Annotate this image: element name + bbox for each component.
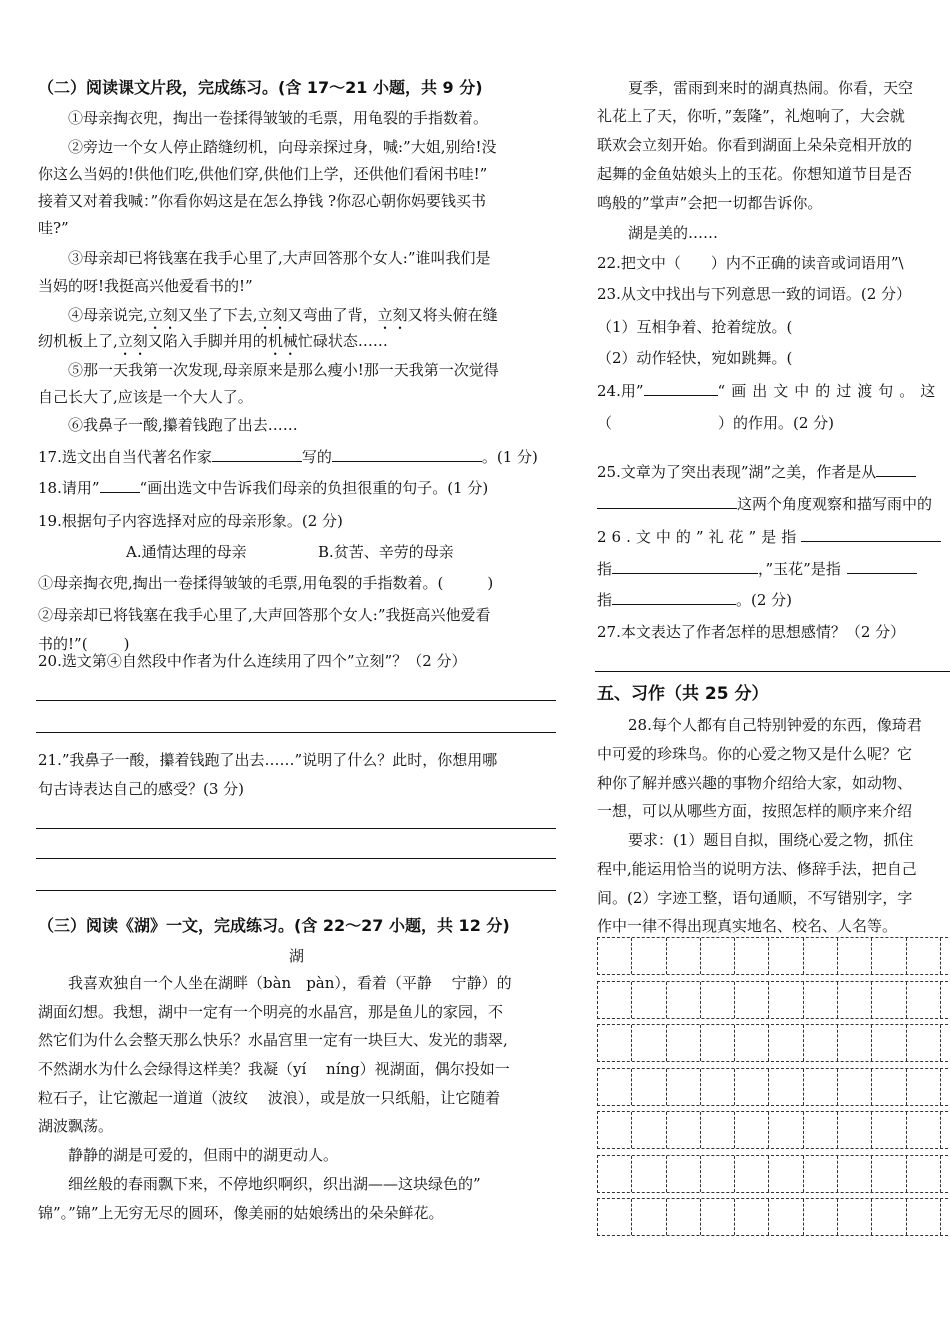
- line-symbol-blank: [644, 381, 718, 396]
- grid-cell[interactable]: [598, 1112, 632, 1148]
- grid-cell[interactable]: [632, 1112, 666, 1148]
- question-19: 19.根据句子内容选择对应的母亲形象。(2 分): [38, 512, 343, 530]
- requirements-line-2: 程中,能运用恰当的说明方法、修辞手法，把自己: [597, 860, 917, 878]
- grid-cell[interactable]: [770, 1156, 804, 1192]
- grid-cell[interactable]: [907, 982, 941, 1018]
- composition-prompt-line-3: 种你了解并感兴趣的事物介绍给大家，如动物、: [597, 774, 913, 792]
- right-paragraph-line-4: 起舞的金鱼姑娘头上的玉花。你想知道节目是否: [597, 165, 913, 183]
- paragraph-1: ①母亲掏衣兜，掏出一卷揉得皱皱的毛票，用龟裂的手指数着。: [68, 109, 489, 127]
- question-23-item-1: （1）互相争着、抢着绽放。(: [597, 318, 793, 336]
- grid-cell[interactable]: [667, 982, 701, 1018]
- emphasis-word: 立刻: [257, 306, 288, 324]
- paragraph-2-line-1: ②旁边一个女人停止踏缝纫机，向母亲探过身，喊:”大姐,别给!没: [68, 138, 497, 156]
- lake-paragraph-3-line-2: 锦”。”锦”上无穷无尽的圆环，像美丽的姑娘绣出的朵朵鲜花。: [38, 1204, 444, 1222]
- grid-cell[interactable]: [701, 938, 735, 974]
- option-a: A.通情达理的母亲: [126, 543, 247, 561]
- line-symbol-blank: [100, 478, 140, 493]
- composition-prompt-line-1: 28.每个人都有自己特别钟爱的东西，像琦君: [628, 716, 922, 734]
- question-26-line-3: 指 。(2 分): [597, 591, 793, 609]
- right-paragraph-line-2: 礼花上了天，你听，”轰隆”，礼炮响了，大会就: [597, 107, 905, 125]
- grid-cell[interactable]: [632, 1025, 666, 1061]
- grid-row: [597, 1024, 950, 1062]
- answer-blank[interactable]: [332, 447, 482, 462]
- grid-cell[interactable]: [941, 982, 950, 1018]
- grid-cell[interactable]: [941, 1069, 950, 1105]
- grid-cell[interactable]: [907, 938, 941, 974]
- lake-paragraph-1-line-5: 粒石子，让它激起一道道（波纹 波浪），或是放一只纸船，让它随着: [38, 1089, 501, 1107]
- grid-cell[interactable]: [735, 982, 769, 1018]
- question-21-line-2: 句古诗表达自己的感受？(3 分): [38, 780, 245, 798]
- grid-cell[interactable]: [907, 1156, 941, 1192]
- grid-cell[interactable]: [632, 938, 666, 974]
- grid-cell[interactable]: [667, 1069, 701, 1105]
- answer-line[interactable]: [595, 671, 950, 672]
- grid-cell[interactable]: [598, 1156, 632, 1192]
- lake-paragraph-3-line-1: 细丝般的春雨飘下来，不停地织啊织，织出湖——这块绿色的”: [68, 1175, 481, 1193]
- grid-cell[interactable]: [941, 1199, 950, 1235]
- paragraph-4-line-2: 纫机板上了,立刻又陷入手脚并用的机械忙碌状态……: [38, 332, 388, 350]
- question-19-sentence-2-line-1: ②母亲却已将钱塞在我手心里了,大声回答那个女人:”我挺高兴他爱看: [38, 606, 491, 624]
- paragraph-5-line-1: ⑤那一天我第一次发现,母亲原来是那么瘦小!那一天我第一次觉得: [68, 361, 499, 379]
- grid-cell[interactable]: [872, 938, 906, 974]
- grid-cell[interactable]: [838, 1199, 872, 1235]
- section-2-title: （二）阅读课文片段，完成练习。(含 17～21 小题，共 9 分): [38, 78, 483, 97]
- question-21-line-1: 21.”我鼻子一酸，攥着钱跑了出去……”说明了什么？此时，你想用哪: [38, 751, 498, 769]
- grid-row: [597, 1155, 950, 1193]
- requirements-line-3: 间。(2）字迹工整，语句通顺，不写错别字，字: [597, 889, 913, 907]
- grid-cell[interactable]: [941, 1025, 950, 1061]
- question-25-line-2: 这两个角度观察和描写雨中的: [597, 494, 932, 514]
- grid-cell[interactable]: [770, 1199, 804, 1235]
- question-23-item-2: （2）动作轻快，宛如跳舞。(: [597, 349, 793, 367]
- grid-cell[interactable]: [632, 1156, 666, 1192]
- answer-blank[interactable]: [597, 494, 737, 509]
- answer-blank[interactable]: [876, 462, 916, 477]
- question-26-line-2: 指 ，”玉花”是指: [597, 559, 917, 579]
- grid-cell[interactable]: [872, 1069, 906, 1105]
- question-20: 20.选文第④自然段中作者为什么连续用了四个”立刻”？（2 分）: [38, 652, 467, 670]
- emphasis-word: 机械: [267, 332, 298, 350]
- grid-row: [597, 1068, 950, 1106]
- requirements-line-4: 作中一律不得出现真实地名、校名、人名等。: [597, 917, 898, 935]
- paragraph-4-line-1: ④母亲说完,立刻又坐了下去,立刻又弯曲了背，立刻又将头俯在缝: [68, 306, 498, 324]
- grid-cell[interactable]: [701, 1025, 735, 1061]
- article-title: 湖: [289, 947, 305, 965]
- answer-line[interactable]: [36, 890, 556, 891]
- grid-cell[interactable]: [735, 1156, 769, 1192]
- grid-cell[interactable]: [804, 982, 838, 1018]
- grid-cell[interactable]: [667, 1156, 701, 1192]
- section-3-title: （三）阅读《湖》一文，完成练习。(含 22～27 小题，共 12 分): [38, 916, 510, 935]
- grid-cell[interactable]: [838, 1025, 872, 1061]
- paragraph-6: ⑥我鼻子一酸,攥着钱跑了出去……: [68, 416, 298, 434]
- paragraph-2-line-3: 接着又对着我喊：”你看你妈这是在怎么挣钱 ?你忍心朝你妈要钱买书: [38, 192, 486, 210]
- question-17: 17.选文出自当代著名作家 写的 。(1 分): [38, 448, 538, 466]
- lake-paragraph-1-line-6: 湖波飘荡。: [38, 1117, 114, 1135]
- lake-paragraph-1-line-1: 我喜欢独自一个人坐在湖畔（bàn pàn），看着（平静 宁静）的: [68, 974, 512, 992]
- grid-cell[interactable]: [701, 1199, 735, 1235]
- grid-cell[interactable]: [667, 1025, 701, 1061]
- grid-cell[interactable]: [770, 938, 804, 974]
- grid-cell[interactable]: [872, 1156, 906, 1192]
- grid-cell[interactable]: [872, 982, 906, 1018]
- grid-cell[interactable]: [667, 1112, 701, 1148]
- question-24: 24.用” “画出文中的过渡句。这: [597, 382, 942, 400]
- paragraph-3-line-1: ③母亲却已将钱塞在我手心里了,大声回答那个女人:”谁叫我们是: [68, 249, 491, 267]
- grid-cell[interactable]: [701, 1112, 735, 1148]
- grid-cell[interactable]: [770, 982, 804, 1018]
- grid-cell[interactable]: [598, 938, 632, 974]
- grid-cell[interactable]: [804, 1025, 838, 1061]
- right-paragraph-ending: 湖是美的……: [628, 224, 719, 242]
- grid-cell[interactable]: [804, 938, 838, 974]
- grid-cell[interactable]: [632, 1069, 666, 1105]
- answer-blank[interactable]: [212, 447, 302, 462]
- question-22: 22.把文中（ ）内不正确的读音或词语用”\: [597, 254, 904, 272]
- grid-cell[interactable]: [598, 982, 632, 1018]
- grid-cell[interactable]: [838, 1156, 872, 1192]
- answer-line[interactable]: [36, 828, 556, 829]
- answer-line[interactable]: [36, 732, 556, 733]
- answer-line[interactable]: [36, 858, 556, 859]
- answer-line[interactable]: [36, 700, 556, 701]
- grid-cell[interactable]: [872, 1112, 906, 1148]
- paragraph-2-line-4: 哇?”: [38, 219, 69, 237]
- question-27: 27.本文表达了作者怎样的思想感情？（2 分）: [597, 623, 906, 641]
- question-19-sentence-1: ①母亲掏衣兜,掏出一卷揉得皱皱的毛票,用龟裂的手指数着。( ): [38, 574, 494, 592]
- composition-prompt-line-4: 一想，可以从哪些方面，按照怎样的顺序来介绍: [597, 802, 913, 820]
- requirements-line-1: 要求：(1）题目自拟，围绕心爱之物，抓住: [628, 831, 914, 849]
- grid-cell[interactable]: [770, 1069, 804, 1105]
- emphasis-word: 立刻: [147, 306, 178, 324]
- question-26: 26.文中的”礼花”是指: [597, 527, 941, 547]
- option-b: B.贫苦、辛劳的母亲: [318, 543, 454, 561]
- grid-cell[interactable]: [598, 1199, 632, 1235]
- paragraph-2-line-2: 你这么当妈的!供他们吃,供他们穿,供他们上学，还供他们看闲书哇!”: [38, 165, 488, 183]
- emphasis-word: 立刻: [117, 332, 148, 350]
- grid-cell[interactable]: [804, 1156, 838, 1192]
- question-23: 23.从文中找出与下列意思一致的词语。(2 分）: [597, 285, 912, 303]
- grid-cell[interactable]: [598, 1025, 632, 1061]
- grid-cell[interactable]: [804, 1199, 838, 1235]
- right-paragraph-line-5: 鸣般的”掌声”会把一切都告诉你。: [597, 194, 823, 212]
- answer-blank[interactable]: [612, 590, 736, 605]
- grid-cell[interactable]: [907, 1199, 941, 1235]
- section-5-title: 五、习作（共 25 分）: [597, 684, 769, 704]
- grid-cell[interactable]: [907, 1025, 941, 1061]
- grid-cell[interactable]: [701, 1069, 735, 1105]
- composition-prompt-line-2: 中可爱的珍珠鸟。你的心爱之物又是什么呢？它: [597, 745, 913, 763]
- grid-row: [597, 1111, 950, 1149]
- grid-cell[interactable]: [701, 1156, 735, 1192]
- grid-cell[interactable]: [770, 1025, 804, 1061]
- grid-cell[interactable]: [735, 938, 769, 974]
- grid-cell[interactable]: [872, 1199, 906, 1235]
- question-24-line-2: （ ）的作用。(2 分): [597, 414, 835, 432]
- emphasis-word: 立刻: [377, 306, 408, 324]
- grid-cell[interactable]: [941, 938, 950, 974]
- grid-row: [597, 937, 950, 975]
- question-19-sentence-2-line-2: 书的!”( ): [38, 635, 130, 653]
- grid-cell[interactable]: [838, 1069, 872, 1105]
- grid-cell[interactable]: [632, 982, 666, 1018]
- grid-cell[interactable]: [804, 1069, 838, 1105]
- right-paragraph-line-3: 联欢会立刻开始。你看到湖面上朵朵竞相开放的: [597, 136, 913, 154]
- lake-paragraph-1-line-4: 不然湖水为什么会绿得这样美？我凝（yí níng）视湖面，偶尔投如一: [38, 1060, 510, 1078]
- grid-cell[interactable]: [872, 1025, 906, 1061]
- question-25: 25.文章为了突出表现”湖”之美，作者是从: [597, 462, 916, 482]
- answer-blank[interactable]: [801, 527, 941, 542]
- grid-cell[interactable]: [735, 1199, 769, 1235]
- grid-cell[interactable]: [598, 1069, 632, 1105]
- question-18: 18.请用” “画出选文中告诉我们母亲的负担很重的句子。(1 分): [38, 479, 489, 497]
- grid-cell[interactable]: [804, 1112, 838, 1148]
- grid-cell[interactable]: [667, 938, 701, 974]
- lake-paragraph-1-line-3: 然它们为什么会整天那么快乐？水晶宫里一定有一块巨大、发光的翡翠,: [38, 1031, 508, 1049]
- right-paragraph-line-1: 夏季，雷雨到来时的湖真热闹。你看，天空: [628, 79, 914, 97]
- grid-cell[interactable]: [632, 1199, 666, 1235]
- grid-cell[interactable]: [838, 1112, 872, 1148]
- paragraph-5-line-2: 自己长大了,应该是一个大人了。: [38, 388, 253, 406]
- grid-cell[interactable]: [838, 982, 872, 1018]
- grid-cell[interactable]: [735, 1112, 769, 1148]
- grid-cell[interactable]: [701, 982, 735, 1018]
- grid-cell[interactable]: [735, 1025, 769, 1061]
- answer-blank[interactable]: [612, 559, 758, 574]
- grid-row: [597, 1198, 950, 1236]
- grid-cell[interactable]: [941, 1112, 950, 1148]
- grid-cell[interactable]: [770, 1112, 804, 1148]
- grid-cell[interactable]: [907, 1069, 941, 1105]
- grid-cell[interactable]: [838, 938, 872, 974]
- grid-row: [597, 981, 950, 1019]
- grid-cell[interactable]: [941, 1156, 950, 1192]
- answer-blank[interactable]: [847, 559, 917, 574]
- grid-cell[interactable]: [907, 1112, 941, 1148]
- lake-paragraph-2: 静静的湖是可爱的，但雨中的湖更动人。: [68, 1146, 339, 1164]
- grid-cell[interactable]: [735, 1069, 769, 1105]
- paragraph-3-line-2: 当妈的呀!我挺高兴他爱看书的!”: [38, 277, 253, 295]
- grid-cell[interactable]: [667, 1199, 701, 1235]
- lake-paragraph-1-line-2: 湖面幻想。我想，湖中一定有一个明亮的水晶宫，那是鱼儿的家园，不: [38, 1003, 504, 1021]
